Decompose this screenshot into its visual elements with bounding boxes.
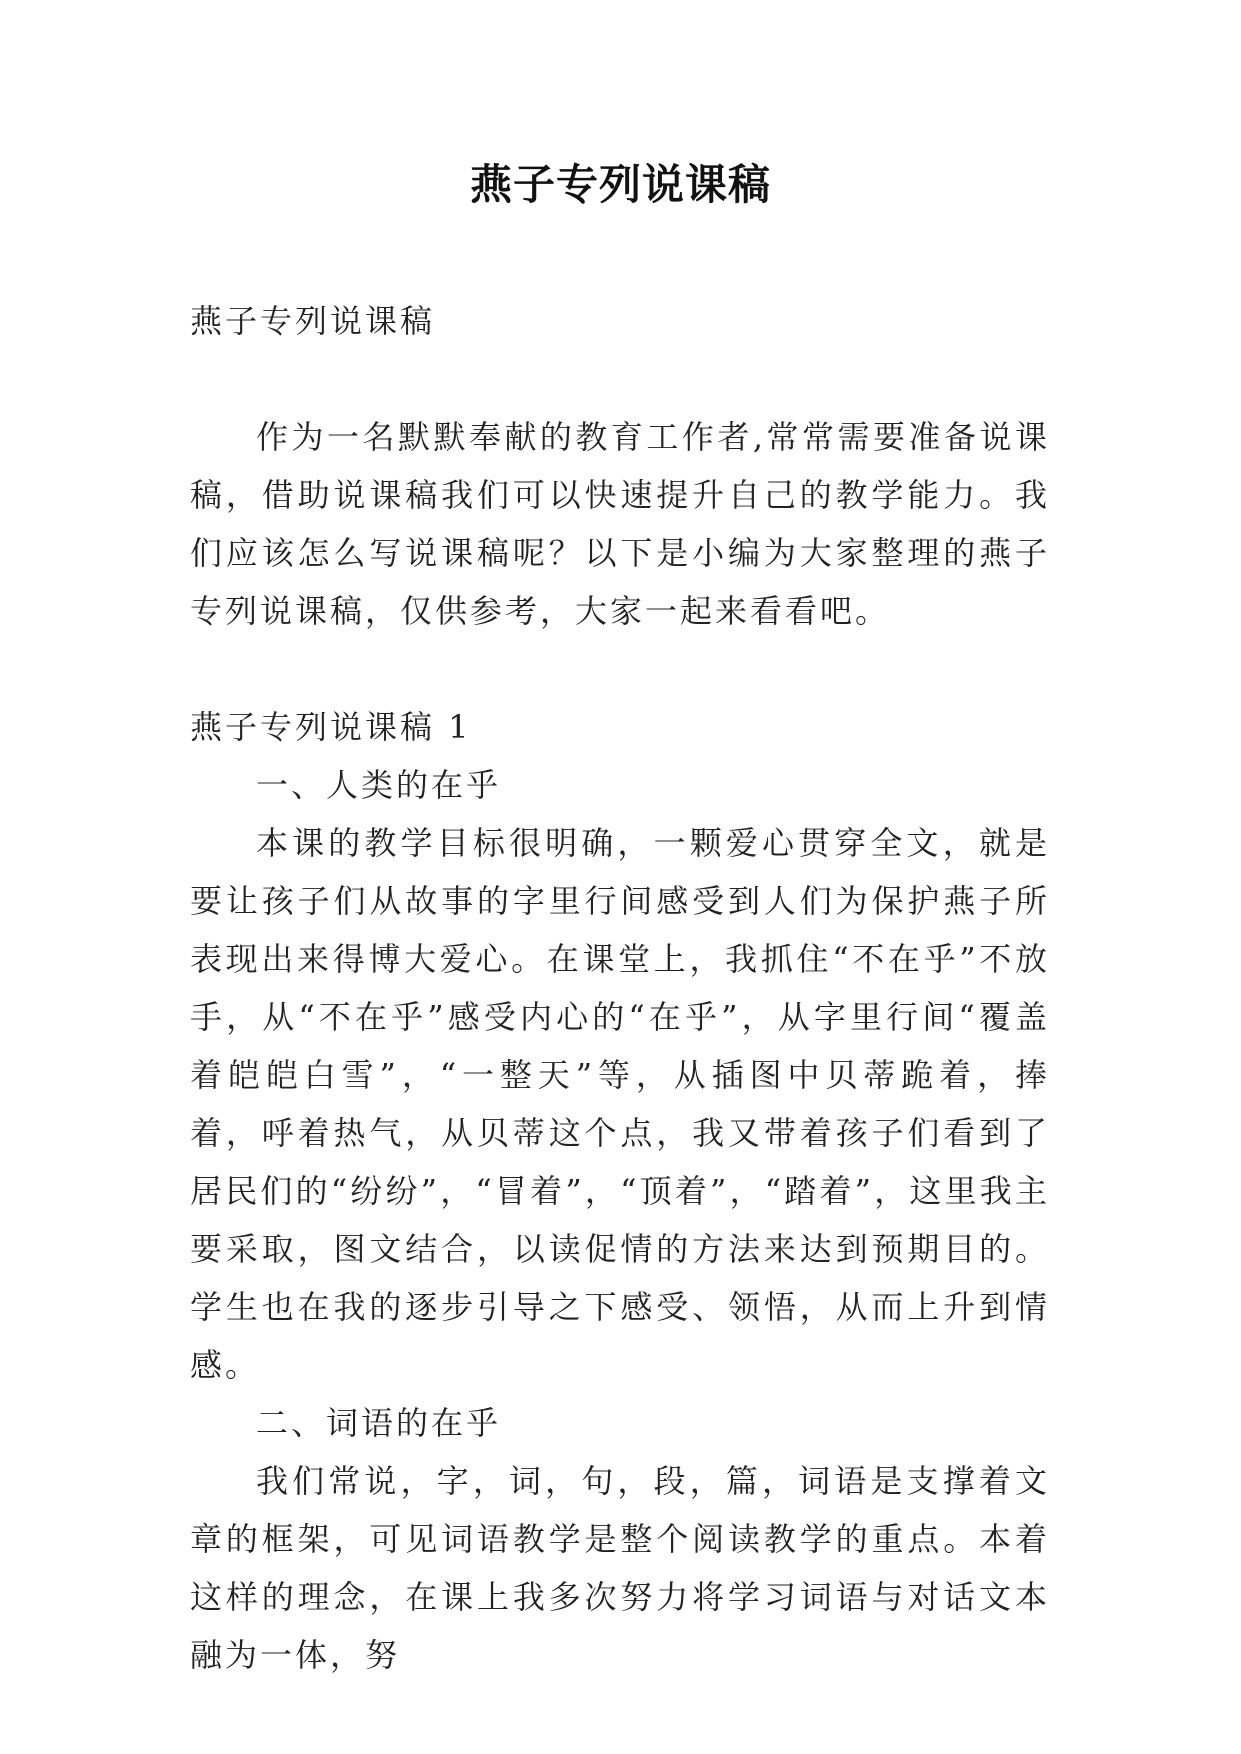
body-paragraph-1: 本课的教学目标很明确，一颗爱心贯穿全文，就是要让孩子们从故事的字里行间感受到人们为保护燕子所表现出来得博大爱心。在课堂上，我抓住“不在乎”不放手，从“不在乎”感受内心的“在乎”，从字里行间“覆盖着皑皑白雪”，“一整天”等，从插图中贝蒂跪着，捧着，呼着热气，从贝蒂这个点，我又带着孩子们看到了居民们的“纷纷”，“冒着”，“顶着”，“踏着”，这里我主要采取，图文结合，以读促情的方法来达到预期目的。学生也在我的逐步引导之下感受、领悟，从而上升到情感。: [190, 824, 1050, 1384]
section-heading-1: 一、人类的在乎: [256, 766, 502, 804]
document-body: [190, 292, 1050, 1684]
body-paragraph-2: 我们常说，字，词，句，段，篇，词语是支撑着文章的框架，可见词语教学是整个阅读教学的重点。本着这样的理念，在课上我多次努力将学习词语与对话文本融为一体，努: [190, 1462, 1050, 1674]
intro-paragraph: 作为一名默默奉献的教育工作者,常常需要准备说课稿，借助说课稿我们可以快速提升自己的教学能力。我们应该怎么写说课稿呢？以下是小编为大家整理的燕子专列说课稿，仅供参考，大家一起来看看吧。: [190, 418, 1050, 630]
section-title: 燕子专列说课稿 1: [190, 708, 472, 746]
section-heading-2: 二、词语的在乎: [256, 1404, 502, 1442]
document-subtitle: 燕子专列说课稿: [190, 302, 436, 340]
document-title: 燕子专列说课稿: [469, 160, 771, 209]
